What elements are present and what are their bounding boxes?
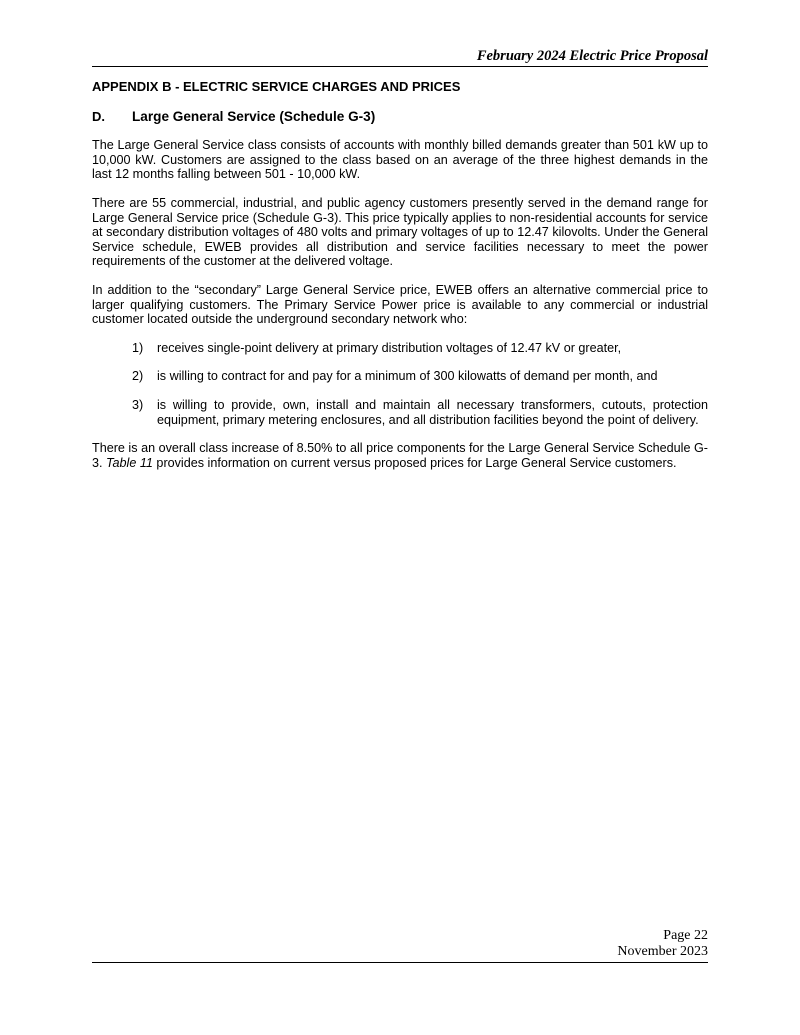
section-heading: [92, 110, 708, 125]
paragraph-primary-service: In addition to the “secondary” Large General Service price, EWEB offers an alternative commercial price to larger qualifying customers. The Primary Service Power price is available to any commercial or industrial customer located outside the underground secondary network who:: [92, 282, 708, 327]
section-title: Large General Service (Schedule G-3): [132, 108, 376, 124]
list-item-text: is willing to contract for and pay for a minimum of 300 kilowatts of demand per month, and: [157, 369, 658, 384]
eligibility-criteria-list: [92, 341, 708, 427]
section-letter: D.: [92, 108, 105, 124]
footer-date: November 2023: [617, 944, 708, 959]
list-item-number: 1): [132, 340, 144, 355]
list-item-text: receives single-point delivery at primary distribution voltages of 12.47 kV or greater,: [157, 340, 622, 355]
list-item: [92, 398, 708, 427]
list-item: [92, 341, 708, 356]
increase-text-post: provides information on current versus proposed prices for Large General Service customers.: [152, 455, 677, 470]
increase-text-pre: There is an overall class increase of 8.50% to all price components for the Large General Service Schedule G-3.: [92, 441, 708, 470]
paragraph-class-definition: The Large General Service class consists of accounts with monthly billed demands greater than 501 kW up to 10,000 kW. Customers are assigned to the class based on an average of the three highest demands in the last 12 months falling between 501 - 10,000 kW.: [92, 138, 708, 182]
page-number: Page 22: [663, 928, 708, 943]
appendix-title: APPENDIX B - ELECTRIC SERVICE CHARGES AND PRICES: [92, 79, 461, 94]
running-footer: [92, 928, 708, 963]
list-item: [92, 369, 708, 384]
running-header: [92, 48, 708, 67]
list-item-text: is willing to provide, own, install and maintain all necessary transformers, cutouts, protection equipment, primary metering enclosures, and all distribution facilities beyond the point of delivery.: [157, 397, 708, 427]
header-title: February 2024 Electric Price Proposal: [476, 48, 708, 64]
list-item-number: 2): [132, 369, 144, 384]
page-content: [92, 80, 708, 484]
table-reference: Table 11: [106, 455, 153, 470]
paragraph-class-increase: [92, 441, 708, 470]
list-item-number: 3): [132, 397, 144, 412]
paragraph-customers: There are 55 commercial, industrial, and public agency customers presently served in the demand range for Large General Service price (Schedule G-3). This price typically applies to non-residential accounts for service at secondary distribution voltages of 480 volts and primary voltages of up to 12.47 kilovolts. Under the General Service schedule, EWEB provides all distribution and service facilities necessary to meet the power requirements of the customer at the delivered voltage.: [92, 195, 708, 269]
